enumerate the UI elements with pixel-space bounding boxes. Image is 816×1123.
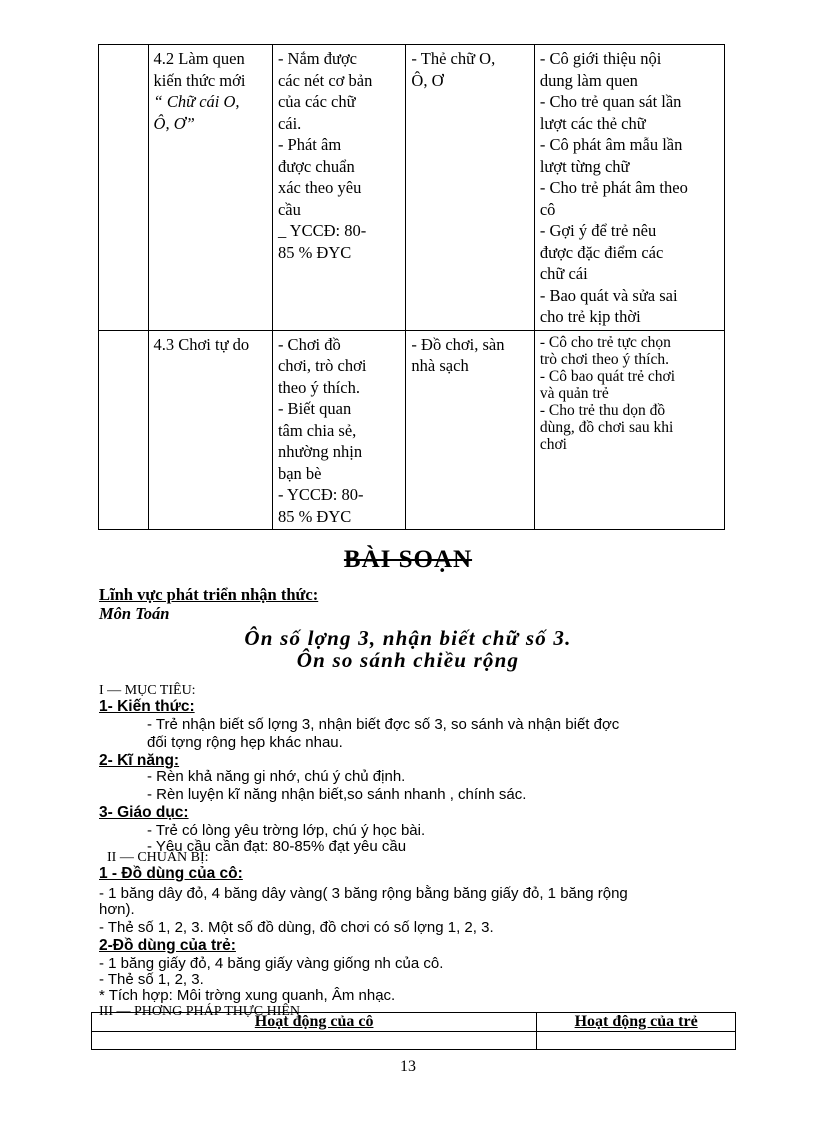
table-cell-blank	[99, 330, 149, 530]
cell-line: theo ý thích.	[277, 377, 360, 397]
body-line: đối tợng rộng hẹp khác nhau.	[147, 734, 343, 751]
cell-line: 85 % ĐYC	[277, 506, 352, 526]
cell-line: 4.3 Chơi tự do	[153, 334, 250, 354]
table-cell-teacher	[534, 330, 724, 530]
cell-line: của các chữ	[277, 92, 356, 111]
table-cell-materials	[406, 45, 534, 331]
cell-line: 85 % ĐYC	[277, 242, 352, 262]
table-row	[99, 330, 725, 530]
objectives-section	[99, 683, 619, 855]
body-line: - Thẻ số 1, 2, 3. Một số đồ dùng, đồ chơi có số lợng 1, 2, 3.	[99, 919, 494, 936]
table-cell-materials	[406, 330, 534, 530]
cell-line: “ Chữ cái O,	[153, 92, 240, 111]
cell-line: các nét cơ bản	[277, 70, 373, 90]
body-line: - 1 băng giấy đỏ, 4 băng giấy vàng giống nh của cô.	[99, 955, 444, 972]
table-cell-activity	[148, 45, 272, 331]
cell-line: dùng, đồ chơi sau khi	[539, 418, 674, 436]
subsection-heading: 1 - Đồ dùng của cô:	[99, 865, 243, 882]
table-cell-blank	[99, 45, 149, 331]
column-header-children: Hoạt động của trẻ	[537, 1013, 736, 1032]
cell-line: - Chơi đồ	[277, 334, 341, 354]
cell-line: - Gợi ý để trẻ nêu	[539, 221, 657, 240]
cell-line: cầu	[277, 199, 301, 219]
cell-line: dung làm quen	[539, 70, 638, 90]
cell-line: - Bao quát và sửa sai	[539, 285, 678, 305]
section-heading: III — PHƠNG PHÁP THỰC HIỆN	[99, 1004, 301, 1019]
cell-line: - Cô giới thiệu nội	[539, 49, 662, 68]
cell-line: - Đồ chơi, sàn	[411, 334, 505, 354]
table-row	[99, 45, 725, 331]
cell-line: nhà sạch	[411, 356, 469, 375]
subsection-heading: 2- Kĩ năng:	[99, 752, 180, 769]
cell-line: cho trẻ kịp thời	[539, 307, 641, 326]
cell-line: tâm chia sẻ,	[277, 420, 357, 440]
cell-line: Ô, Ơ”	[153, 113, 195, 133]
subsection-heading: 1- Kiến thức:	[99, 698, 195, 715]
cell-line: 4.2 Làm quen	[153, 49, 245, 68]
body-line: - 1 băng dây đỏ, 4 băng dây vàng( 3 băng rộng bằng băng giấy đỏ, 1 băng rộng	[99, 885, 628, 902]
cell-line: bạn bè	[277, 463, 322, 483]
lesson-name-line-1: Ôn số lợng 3, nhận biết chữ số 3.	[244, 626, 572, 650]
cell-line: Ô, Ơ	[411, 70, 444, 90]
cell-line: - Phát âm	[277, 135, 342, 154]
field-heading: Lĩnh vực phát triển nhận thức:	[99, 585, 319, 604]
cell-line: và quản trẻ	[539, 384, 609, 402]
cell-line: được đặc điểm các	[539, 242, 664, 262]
cell-line: được chuẩn	[277, 156, 355, 176]
cell-line: - Cô bao quát trẻ chơi	[539, 367, 676, 385]
cell-line: - Cô phát âm mẫu lần	[539, 135, 683, 154]
cell-line: nhường nhịn	[277, 442, 363, 461]
body-line: - Rèn khả năng gi nhớ, chú ý chủ định.	[147, 768, 406, 785]
cell-line: trò chơi theo ý thích.	[539, 350, 669, 368]
cell-line: - Cho trẻ quan sát lần	[539, 92, 682, 111]
table-cell-goals	[272, 45, 405, 331]
cell-line: - Cô cho trẻ tực chọn	[539, 333, 671, 351]
cell-line: - YCCĐ: 80-	[277, 485, 364, 504]
column-header-teacher: Hoạt động của cô	[92, 1013, 537, 1032]
cell-line: chơi	[539, 435, 567, 453]
body-line: hơn).	[99, 901, 135, 918]
cell-line: _ YCCĐ: 80-	[277, 221, 367, 240]
lesson-plan-title: BÀI SOẠN	[343, 546, 473, 573]
cell-line: - Cho trẻ thu dọn đồ	[539, 401, 666, 419]
body-line: - Trẻ nhận biết số lợng 3, nhận biết đợc số 3, so sánh và nhận biết đợc	[147, 716, 620, 733]
cell-line: - Nắm được	[277, 49, 357, 68]
cell-line: chơi, trò chơi	[277, 356, 367, 375]
body-line: - Trẻ có lòng yêu trờng lớp, chú ý học bài.	[147, 822, 426, 839]
subsection-heading: 3- Giáo dục:	[99, 804, 189, 821]
subject-heading: Môn Toán	[99, 604, 170, 623]
cell-line: lượt các thẻ chữ	[539, 113, 646, 133]
page-number: 13	[400, 1058, 416, 1075]
activity-plan-table	[98, 44, 725, 530]
table-cell-teacher	[534, 45, 724, 331]
body-line: - Yêu cầu cần đạt: 80-85% đạt yêu cầu	[147, 838, 407, 855]
section-heading: I — MỤC TIÊU:	[99, 683, 196, 698]
preparation-section	[99, 850, 628, 1020]
body-line: * Tích hợp: Môi trờng xung quanh, Âm nhạc.	[99, 987, 396, 1004]
cell-line: - Cho trẻ phát âm theo	[539, 178, 688, 197]
cell-line: - Thẻ chữ O,	[411, 49, 496, 68]
table-header-row	[92, 1013, 736, 1032]
body-line: - Rèn luyện kĩ năng nhận biết,so sánh nhanh , chính sác.	[147, 786, 527, 803]
table-cell-activity	[148, 330, 272, 530]
cell-line: cô	[539, 199, 556, 219]
table-cell-goals	[272, 330, 405, 530]
cell-line: xác theo yêu	[277, 178, 362, 197]
cell-line: lượt từng chữ	[539, 156, 630, 176]
cell-line: cái.	[277, 113, 302, 133]
table-cell	[537, 1032, 736, 1050]
table-row	[92, 1032, 736, 1050]
table-cell	[92, 1032, 537, 1050]
cell-line: kiến thức mới	[153, 70, 246, 90]
cell-line: - Biết quan	[277, 399, 352, 418]
lesson-name-line-2: Ôn so sánh chiều rộng	[296, 648, 520, 672]
subsection-heading: 2-Đồ dùng của trẻ:	[99, 937, 236, 954]
cell-line: chữ cái	[539, 264, 588, 283]
procedure-table	[91, 1012, 736, 1050]
body-line: - Thẻ số 1, 2, 3.	[99, 971, 204, 988]
section-heading: II — CHUẨN BỊ:	[107, 850, 209, 865]
